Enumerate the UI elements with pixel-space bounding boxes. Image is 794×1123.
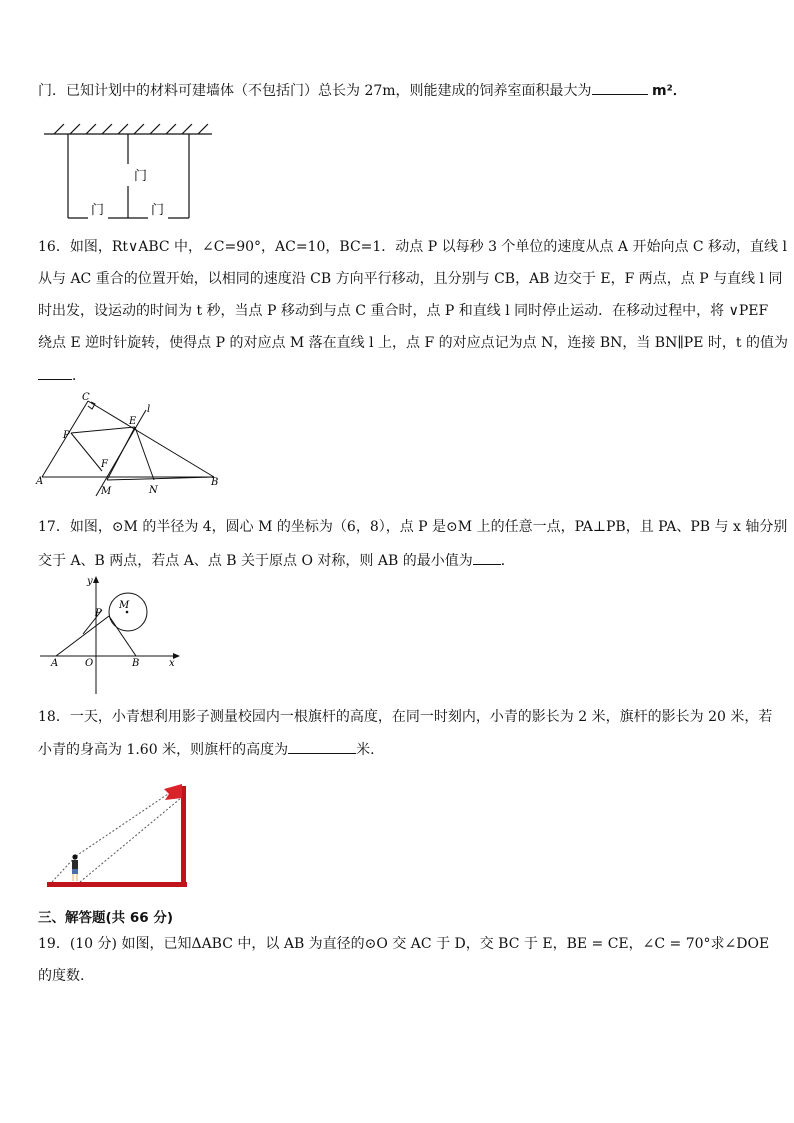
q17-figure: [36, 574, 184, 696]
q18-ground: [47, 882, 187, 887]
q15-figure: [40, 118, 220, 224]
q16-line-3: 时出发，设运动的时间为 t 秒，当点 P 移动到与点 C 重合时，点 P 和直线 l 同时停止运动．在移动过程中，将 ∨PEF: [38, 303, 769, 319]
q15-unit: m²．: [652, 83, 687, 99]
q15-text: 门．已知计划中的材料可建墙体（不包括门）总长为 27m，则能建成的饲养室面积最大为: [38, 83, 592, 99]
q16-label-B: B: [211, 477, 219, 488]
q18-line-1: 18．一天，小青想利用影子测量校园内一根旗杆的高度，在同一时刻内，小青的影长为 2 米，旗杆的影长为 20 米，若: [38, 709, 773, 725]
q17-label-M: M: [119, 600, 130, 611]
q18-flag: [164, 784, 182, 800]
q16-label-N: N: [149, 485, 158, 496]
q18-line-2-text: 小青的身高为 1.60 米，则旗杆的高度为: [38, 742, 289, 758]
q15-door-label-2: 门: [91, 203, 105, 218]
q16-figure: [34, 392, 224, 498]
q17-end: ．: [500, 553, 515, 569]
q19-line-1: 19．(10 分) 如图，已知ΔABC 中，以 AB 为直径的⊙O 交 AC 于 D，交 BC 于 E，BE = CE，∠C = 70°求∠DOE: [38, 936, 770, 952]
q16-label-A: A: [36, 476, 44, 487]
q17-label-O: O: [85, 658, 94, 669]
q16-answer-blank[interactable]: [38, 365, 72, 380]
q16-label-C: C: [82, 392, 90, 403]
q17-line-2-text: 交于 A、B 两点，若点 A、点 B 关于原点 O 对称，则 AB 的最小值为: [38, 553, 473, 569]
q17-line-2: [38, 550, 515, 571]
q17-label-B: B: [132, 658, 140, 669]
q18-figure: [44, 778, 192, 890]
q16-line-4: 绕点 E 逆时针旋转，使得点 P 的对应点 M 落在直线 l 上，点 F 的对应点记为点 N，连接 BN，当 BN∥PE 时，t 的值为: [38, 335, 788, 351]
q18-answer-blank[interactable]: [288, 739, 356, 754]
q18-line-2: [38, 739, 375, 760]
q16-line-1: 16．如图，Rt∨ABC 中，∠C=90°，AC=10，BC=1．动点 P 以每秒 3 个单位的速度从点 A 开始向点 C 移动，直线 l: [38, 239, 787, 255]
q15-text-line: [38, 80, 687, 101]
q16-line-2: 从与 AC 重合的位置开始，以相同的速度沿 CB 方向平行移动，且分别与 CB，AB 边交于 E，F 两点，点 P 与直线 l 同: [38, 271, 783, 287]
q16-label-F: F: [101, 459, 108, 470]
q16-label-l: l: [147, 404, 151, 415]
q17-label-y: y: [87, 576, 93, 587]
q16-answer-line: [38, 365, 86, 386]
section-title: 三、解答题(共 66 分): [38, 910, 174, 926]
q16-end: ．: [72, 368, 86, 384]
q15-door-label-1: 门: [134, 169, 148, 184]
q16-label-P: P: [63, 430, 70, 441]
q16-label-M: M: [101, 486, 112, 497]
q17-label-A: A: [51, 658, 59, 669]
q17-line-1: 17．如图，⊙M 的半径为 4，圆心 M 的坐标为（6，8），点 P 是⊙M 上的任意一点，PA⊥PB，且 PA、PB 与 x 轴分别: [38, 519, 788, 535]
q18-person: [72, 854, 78, 881]
q17-answer-blank[interactable]: [473, 550, 501, 565]
q15-door-label-3: 门: [151, 203, 165, 218]
q16-label-E: E: [129, 416, 137, 427]
q17-label-x: x: [169, 658, 175, 669]
q15-answer-blank[interactable]: [592, 80, 648, 95]
q19-line-2: 的度数.: [38, 968, 85, 984]
q18-flagpole: [181, 786, 186, 884]
q17-label-P: P: [95, 608, 102, 619]
q18-end: 米.: [356, 742, 375, 758]
